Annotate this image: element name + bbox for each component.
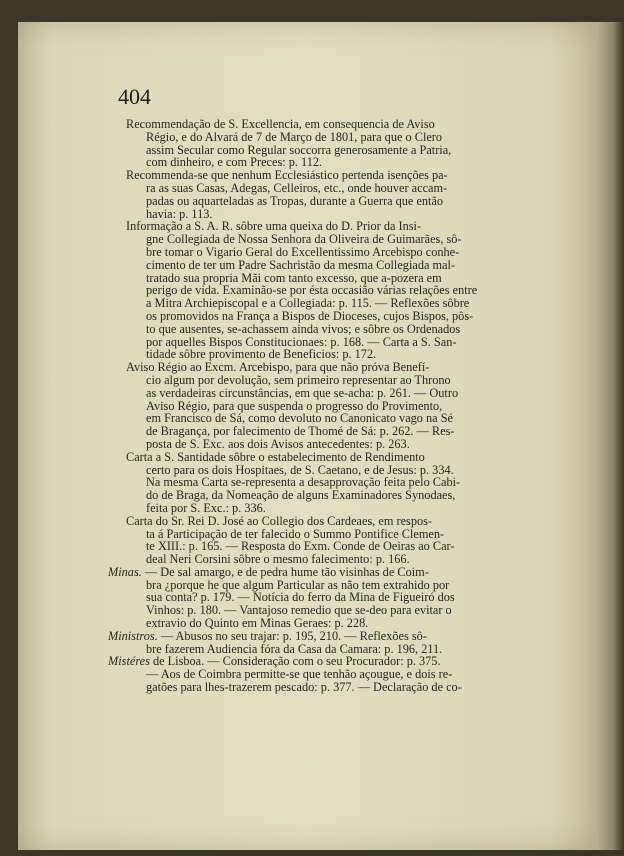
line-text: do de Braga, da Nomeação de alguns Examinadores Synodaes, [146,488,456,503]
line-text: ra as suas Casas, Adegas, Celleiros, etc., onde houver accam- [146,180,448,195]
line-text: — Aos de Coimbra permitte-se que tenhão açougue, e dois re- [146,667,453,682]
line-text: bre tomar o Vigario Geral do Excellentissimo Arcebispo conhe- [146,244,460,259]
entry-heading: Minas. [108,564,142,579]
line-text: bre fazerem Audiencia fóra da Casa da Camara: p. 196, 211. [146,641,443,656]
line-text: com dinheiro, e com Preces: p. 112. [146,155,323,170]
line-text: feita por S. Exc.: p. 336. [146,500,266,515]
line-text: certo para os dois Hospitaes, de S. Caetano, e de Jesus: p. 334. [146,462,454,477]
line-text: a Mitra Archiepiscopal e a Collegiada: p. 115. — Reflexões sôbre [146,296,470,311]
line-text: padas ou aquarteladas as Tropas, durante a Guerra que então [146,193,444,208]
line-text: havia: p. 113. [146,206,213,221]
page-edge [596,22,624,850]
line-text: te XIII.: p. 165. — Resposta do Exm. Conde de Oeiras ao Car- [146,539,455,554]
page-number: 404 [118,84,151,109]
line-text: to que ausentes, se-achassem ainda vivos; e sôbre os Ordenados [146,321,461,336]
entry-heading: Mistéres [108,654,150,669]
line-text: Na mesma Carta se-representa a desapprovação feita pelo Cabi- [146,475,461,490]
line-text: deal Neri Corsini sôbre o mesmo falecimento: p. 166. [146,552,410,567]
line-text: tratado sua propria Mãi com tanto excesso, que a-pozera em [146,270,442,285]
line-text: em Francisco de Sá, como devoluto no Canonicato vago na Sé [146,411,454,426]
line-text: Vinhos: p. 180. — Vantajoso remedio que se-deo para evitar o [146,603,452,618]
entry-heading: Ministros. [108,628,158,643]
line-text: sua conta? p. 179. — Notícia do ferro da Mina de Figueiró dos [146,590,455,605]
line-text: de Lisboa. — Consideração com o seu Procurador: p. 375. [149,654,441,669]
line-text: as verdadeiras circunstâncias, em que se-acha: p. 261. — Outro [146,385,459,400]
line-text: — De sal amargo, e de pedra hume tão visinhas de Coim- [141,564,429,579]
line-text: Informação a S. A. R. sôbre uma queixa do D. Prior da Insi- [126,219,422,234]
line-text: posta de S. Exc. aos dois Avisos antecedentes: p. 263. [146,436,410,451]
line-text: cimento de ter um Padre Sachristão da mesma Collegiada mal- [146,257,456,272]
line-text: gne Collegiada de Nossa Senhora da Oliveira de Guimarães, sô- [146,232,462,247]
line-text: assim Secular como Regular soccorra generosamente a Patria, [146,142,452,157]
line-text: tidade sôbre provimento de Beneficios: p. 172. [146,347,377,362]
line-text: cio algum por devolução, sem primeiro representar ao Throno [146,372,451,387]
text-line [126,681,526,694]
line-text: — Abusos no seu trajar: p. 195, 210. — Reflexões sô- [157,628,427,643]
line-text: bra ¿porque he que algum Particular as não tem extrahido por [146,577,450,592]
index-text-block [108,117,526,695]
line-text: de Bragança, por falecimento de Thomé de Sá: p. 262. — Res- [146,424,455,439]
line-text: extravio do Quinto em Minas Geraes: p. 228. [146,616,369,631]
line-text: ta á Participação de ter falecido o Summo Pontifice Clemen- [146,526,445,541]
line-text: gatões para lhes-trazerem pescado: p. 377. — Declaração de co- [146,680,462,695]
line-text: Recommendação de S. Excellencia, em consequencia de Aviso [126,117,435,131]
line-text: Régio, e do Alvará de 7 de Março de 1801, para que o Clero [146,129,443,144]
line-text: os promovidos na França a Bispos de Dioceses, cujos Bispos, pôs- [146,308,474,323]
line-text: por aquelles Bispos Constitucionaes: p. 168. — Carta a S. San- [146,334,457,349]
line-text: Aviso Régio ao Excm. Arcebispo, para que não próva Benefí- [126,360,430,375]
line-text: Carta a S. Santidade sôbre o estabelecimento de Rendimento [126,449,425,464]
line-text: Recommenda-se que nenhum Ecclesiástico pertenda isenções pa- [126,168,448,183]
line-text: Carta do Sr. Rei D. José ao Collegio dos Cardeaes, em respos- [126,513,432,528]
line-text: perigo de vida. Examinão-se por ésta occasião várias relações entre [146,283,478,298]
line-text: Aviso Régio, para que suspenda o progresso do Provimento, [146,398,443,413]
